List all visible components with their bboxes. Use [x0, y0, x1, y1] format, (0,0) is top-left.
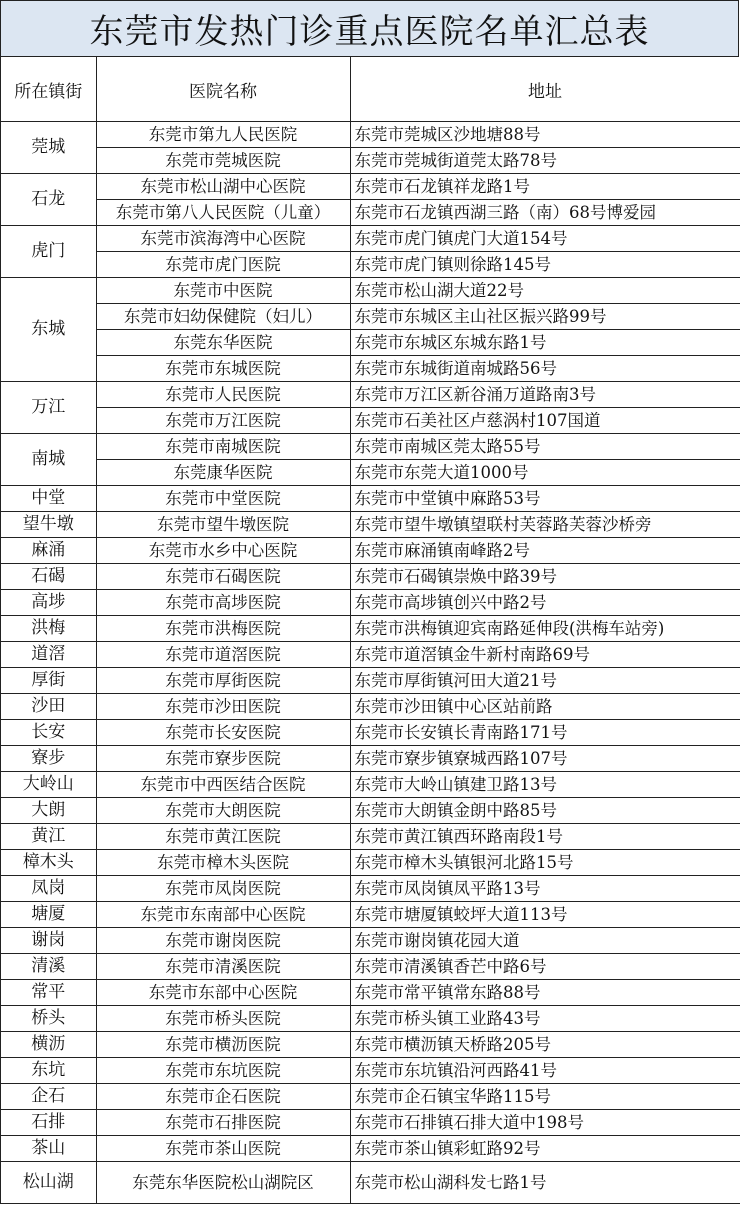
table-row [1, 174, 740, 200]
hospital-cell: 东莞市谢岗医院 [96, 928, 350, 954]
hospital-cell: 东莞市桥头医院 [96, 1006, 350, 1032]
hospital-cell: 东莞东华医院 [96, 330, 350, 356]
table-row [1, 148, 740, 174]
table-row [1, 850, 740, 876]
town-cell: 横沥 [1, 1032, 96, 1058]
address-cell: 东莞市高埗镇创兴中路2号 [350, 590, 740, 616]
table-row [1, 486, 740, 512]
hospital-cell: 东莞市虎门医院 [96, 252, 350, 278]
address-cell: 东莞市石美社区卢慈涡村107国道 [350, 408, 740, 434]
address-cell: 东莞市万江区新谷涌万道路南3号 [350, 382, 740, 408]
address-cell: 东莞市樟木头镇银河北路15号 [350, 850, 740, 876]
town-cell: 清溪 [1, 954, 96, 980]
town-cell: 谢岗 [1, 928, 96, 954]
table-row [1, 1136, 740, 1162]
address-cell: 东莞市石龙镇西湖三路（南）68号博爱园 [350, 200, 740, 226]
header-address: 地址 [350, 57, 740, 122]
address-cell: 东莞市长安镇长青南路171号 [350, 720, 740, 746]
town-cell: 虎门 [1, 226, 96, 278]
address-cell: 东莞市桥头镇工业路43号 [350, 1006, 740, 1032]
town-cell: 东城 [1, 278, 96, 382]
hospital-table [1, 57, 740, 1204]
address-cell: 东莞市黄江镇西环路南段1号 [350, 824, 740, 850]
hospital-cell: 东莞市道滘医院 [96, 642, 350, 668]
table-row [1, 772, 740, 798]
address-cell: 东莞市常平镇常东路88号 [350, 980, 740, 1006]
table-row [1, 408, 740, 434]
address-cell: 东莞市石碣镇崇焕中路39号 [350, 564, 740, 590]
address-cell: 东莞市塘厦镇蛟坪大道113号 [350, 902, 740, 928]
table-row [1, 434, 740, 460]
hospital-cell: 东莞市人民医院 [96, 382, 350, 408]
address-cell: 东莞市洪梅镇迎宾南路延伸段(洪梅车站旁) [350, 616, 740, 642]
address-cell: 东莞市厚街镇河田大道21号 [350, 668, 740, 694]
table-body [1, 122, 740, 1204]
town-cell: 麻涌 [1, 538, 96, 564]
town-cell: 凤岗 [1, 876, 96, 902]
hospital-cell: 东莞市大朗医院 [96, 798, 350, 824]
hospital-cell: 东莞市横沥医院 [96, 1032, 350, 1058]
address-cell: 东莞市沙田镇中心区站前路 [350, 694, 740, 720]
town-cell: 企石 [1, 1084, 96, 1110]
town-cell: 中堂 [1, 486, 96, 512]
town-cell: 松山湖 [1, 1162, 96, 1204]
hospital-cell: 东莞市清溪医院 [96, 954, 350, 980]
town-cell: 樟木头 [1, 850, 96, 876]
town-cell: 黄江 [1, 824, 96, 850]
address-cell: 东莞市虎门镇虎门大道154号 [350, 226, 740, 252]
hospital-cell: 东莞市凤岗医院 [96, 876, 350, 902]
hospital-cell: 东莞市东坑医院 [96, 1058, 350, 1084]
header-town: 所在镇街 [1, 57, 96, 122]
hospital-cell: 东莞市厚街医院 [96, 668, 350, 694]
town-cell: 石碣 [1, 564, 96, 590]
hospital-cell: 东莞东华医院松山湖院区 [96, 1162, 350, 1204]
town-cell: 桥头 [1, 1006, 96, 1032]
table-row [1, 1162, 740, 1204]
hospital-cell: 东莞市中西医结合医院 [96, 772, 350, 798]
hospital-cell: 东莞市望牛墩医院 [96, 512, 350, 538]
hospital-cell: 东莞市石碣医院 [96, 564, 350, 590]
address-cell: 东莞市道滘镇金牛新村南路69号 [350, 642, 740, 668]
town-cell: 莞城 [1, 122, 96, 174]
table-row [1, 330, 740, 356]
table-row [1, 1110, 740, 1136]
table-row [1, 668, 740, 694]
table-row [1, 122, 740, 148]
address-cell: 东莞市东坑镇沿河西路41号 [350, 1058, 740, 1084]
address-cell: 东莞市莞城街道莞太路78号 [350, 148, 740, 174]
table-row [1, 564, 740, 590]
hospital-cell: 东莞市第八人民医院（儿童） [96, 200, 350, 226]
address-cell: 东莞市横沥镇天桥路205号 [350, 1032, 740, 1058]
hospital-cell: 东莞市东城医院 [96, 356, 350, 382]
address-cell: 东莞市企石镇宝华路115号 [350, 1084, 740, 1110]
hospital-cell: 东莞市中堂医院 [96, 486, 350, 512]
table-row [1, 694, 740, 720]
table-row [1, 382, 740, 408]
address-cell: 东莞市松山湖大道22号 [350, 278, 740, 304]
hospital-cell: 东莞市妇幼保健院（妇儿） [96, 304, 350, 330]
table-row [1, 642, 740, 668]
table-row [1, 304, 740, 330]
hospital-cell: 东莞康华医院 [96, 460, 350, 486]
hospital-cell: 东莞市松山湖中心医院 [96, 174, 350, 200]
hospital-cell: 东莞市高埗医院 [96, 590, 350, 616]
address-cell: 东莞市凤岗镇凤平路13号 [350, 876, 740, 902]
hospital-cell: 东莞市莞城医院 [96, 148, 350, 174]
town-cell: 南城 [1, 434, 96, 486]
hospital-cell: 东莞市石排医院 [96, 1110, 350, 1136]
town-cell: 常平 [1, 980, 96, 1006]
hospital-cell: 东莞市南城医院 [96, 434, 350, 460]
hospital-cell: 东莞市茶山医院 [96, 1136, 350, 1162]
table-row [1, 1058, 740, 1084]
address-cell: 东莞市石龙镇祥龙路1号 [350, 174, 740, 200]
hospital-cell: 东莞市第九人民医院 [96, 122, 350, 148]
town-cell: 沙田 [1, 694, 96, 720]
address-cell: 东莞市东城区东城东路1号 [350, 330, 740, 356]
town-cell: 大朗 [1, 798, 96, 824]
hospital-cell: 东莞市滨海湾中心医院 [96, 226, 350, 252]
address-cell: 东莞市大岭山镇建卫路13号 [350, 772, 740, 798]
table-row [1, 876, 740, 902]
hospital-cell: 东莞市寮步医院 [96, 746, 350, 772]
address-cell: 东莞市麻涌镇南峰路2号 [350, 538, 740, 564]
hospital-cell: 东莞市洪梅医院 [96, 616, 350, 642]
table-row [1, 902, 740, 928]
table-row [1, 538, 740, 564]
hospital-cell: 东莞市中医院 [96, 278, 350, 304]
table-row [1, 928, 740, 954]
hospital-cell: 东莞市企石医院 [96, 1084, 350, 1110]
town-cell: 寮步 [1, 746, 96, 772]
hospital-cell: 东莞市沙田医院 [96, 694, 350, 720]
table-row [1, 1032, 740, 1058]
address-cell: 东莞市清溪镇香芒中路6号 [350, 954, 740, 980]
town-cell: 茶山 [1, 1136, 96, 1162]
address-cell: 东莞市东莞大道1000号 [350, 460, 740, 486]
table-row [1, 252, 740, 278]
table-row [1, 954, 740, 980]
table-row [1, 720, 740, 746]
header-hospital: 医院名称 [96, 57, 350, 122]
address-cell: 东莞市南城区莞太路55号 [350, 434, 740, 460]
address-cell: 东莞市茶山镇彩虹路92号 [350, 1136, 740, 1162]
town-cell: 道滘 [1, 642, 96, 668]
table-row [1, 798, 740, 824]
hospital-cell: 东莞市水乡中心医院 [96, 538, 350, 564]
town-cell: 望牛墩 [1, 512, 96, 538]
hospital-cell: 东莞市黄江医院 [96, 824, 350, 850]
hospital-cell: 东莞市东南部中心医院 [96, 902, 350, 928]
address-cell: 东莞市虎门镇则徐路145号 [350, 252, 740, 278]
table-row [1, 512, 740, 538]
address-cell: 东莞市莞城区沙地塘88号 [350, 122, 740, 148]
town-cell: 东坑 [1, 1058, 96, 1084]
table-row [1, 746, 740, 772]
address-cell: 东莞市松山湖科发七路1号 [350, 1162, 740, 1204]
town-cell: 万江 [1, 382, 96, 434]
town-cell: 洪梅 [1, 616, 96, 642]
address-cell: 东莞市谢岗镇花园大道 [350, 928, 740, 954]
table-row [1, 460, 740, 486]
table-row [1, 980, 740, 1006]
table-row [1, 200, 740, 226]
table-row [1, 1084, 740, 1110]
town-cell: 长安 [1, 720, 96, 746]
town-cell: 厚街 [1, 668, 96, 694]
table-row [1, 226, 740, 252]
address-cell: 东莞市寮步镇寮城西路107号 [350, 746, 740, 772]
header-row [1, 57, 740, 122]
table-row [1, 278, 740, 304]
hospital-cell: 东莞市长安医院 [96, 720, 350, 746]
town-cell: 石龙 [1, 174, 96, 226]
address-cell: 东莞市望牛墩镇望联村芙蓉路芙蓉沙桥旁 [350, 512, 740, 538]
table-row [1, 824, 740, 850]
address-cell: 东莞市大朗镇金朗中路85号 [350, 798, 740, 824]
address-cell: 东莞市东城区主山社区振兴路99号 [350, 304, 740, 330]
table-row [1, 356, 740, 382]
table-row [1, 1006, 740, 1032]
town-cell: 塘厦 [1, 902, 96, 928]
address-cell: 东莞市中堂镇中麻路53号 [350, 486, 740, 512]
town-cell: 高埗 [1, 590, 96, 616]
table-row [1, 616, 740, 642]
hospital-cell: 东莞市樟木头医院 [96, 850, 350, 876]
town-cell: 大岭山 [1, 772, 96, 798]
hospital-cell: 东莞市东部中心医院 [96, 980, 350, 1006]
address-cell: 东莞市石排镇石排大道中198号 [350, 1110, 740, 1136]
hospital-cell: 东莞市万江医院 [96, 408, 350, 434]
address-cell: 东莞市东城街道南城路56号 [350, 356, 740, 382]
sheet-title: 东莞市发热门诊重点医院名单汇总表 [1, 1, 739, 57]
table-row [1, 590, 740, 616]
town-cell: 石排 [1, 1110, 96, 1136]
